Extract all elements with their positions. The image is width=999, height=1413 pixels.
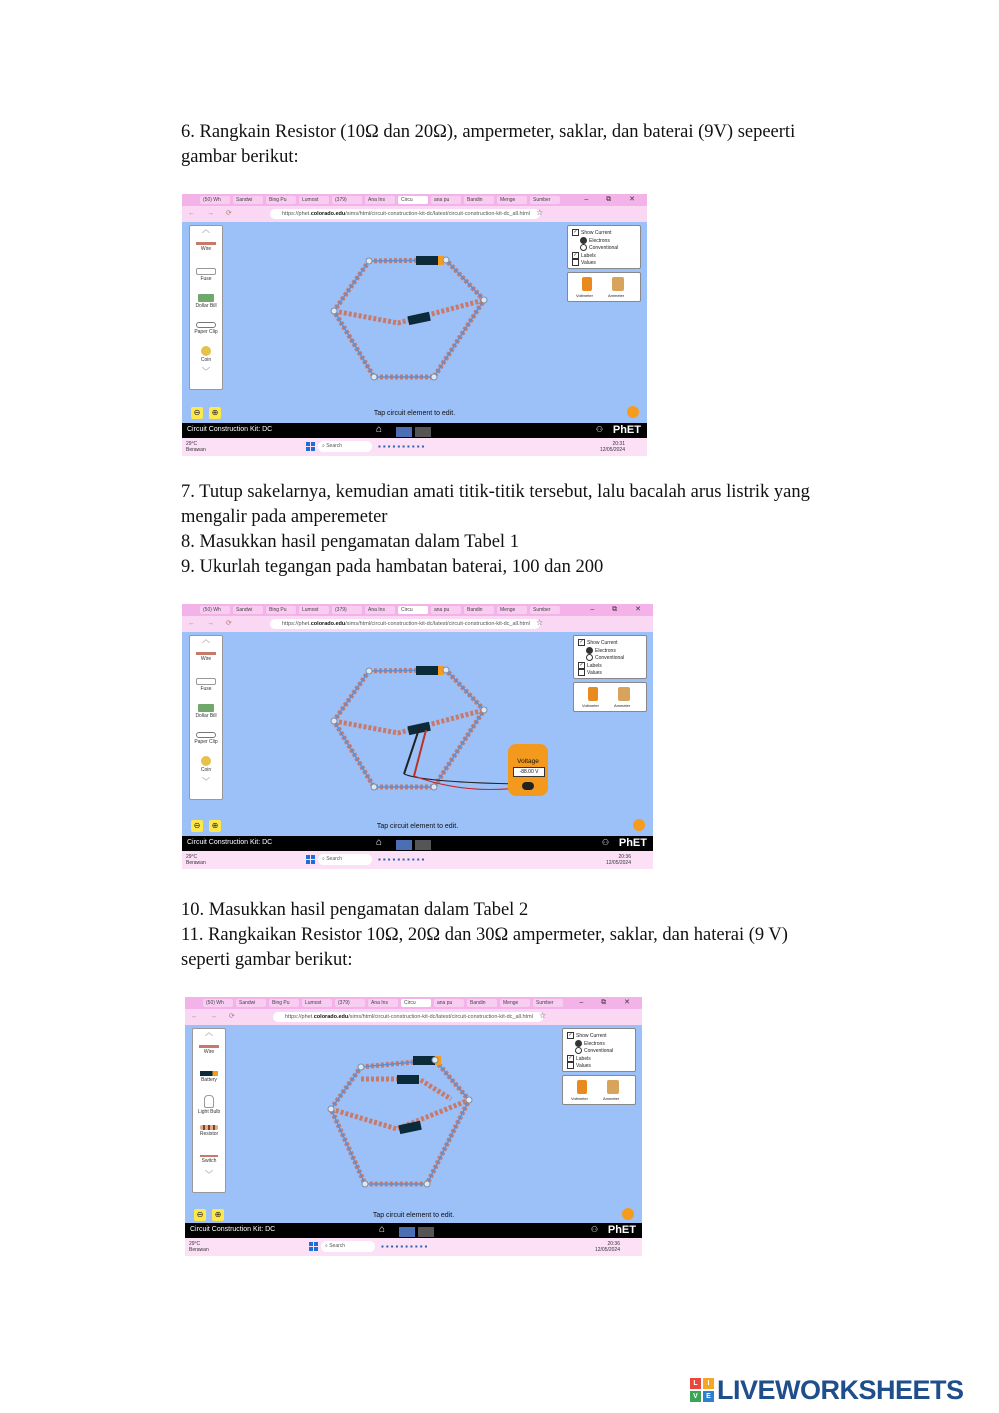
nav-arrows-icon[interactable]: ← → ⟳ (188, 620, 237, 627)
voltmeter-device[interactable] (508, 744, 548, 796)
url-prefix: https://phet. (285, 1014, 314, 1020)
voltmeter-label: Voltmeter (571, 1096, 588, 1101)
resistor-upper (397, 1075, 419, 1084)
browser-tab[interactable]: Lumost (299, 606, 329, 614)
phet-navbar (185, 1223, 642, 1238)
lab-screen-icon (415, 427, 431, 437)
home-icon[interactable]: ⌂ (376, 424, 383, 435)
phet-logo[interactable]: PhET (607, 1224, 636, 1236)
url-prefix: https://phet. (282, 621, 311, 627)
palette-label: Switch (201, 1158, 217, 1164)
palette-label: Dollar Bill (195, 303, 217, 309)
option-label: Show Current (581, 229, 612, 236)
wire-lower-branch (331, 1100, 469, 1129)
reset-icon[interactable] (622, 1208, 634, 1220)
option-label: Values (581, 259, 596, 266)
home-icon[interactable]: ⌂ (376, 837, 383, 848)
labels-checkbox[interactable]: ✓ Labels (573, 252, 596, 259)
palette-label: Wire (203, 1049, 215, 1055)
window-controls[interactable]: – ⧉ ✕ (590, 606, 649, 613)
chevron-up-icon[interactable]: ︿ (202, 225, 210, 234)
temperature: 29°C (186, 854, 198, 860)
option-label: Values (576, 1062, 591, 1069)
lab-screen-icon (418, 1227, 434, 1237)
browser-tab[interactable]: Bandin (467, 999, 497, 1007)
url-prefix: https://phet. (282, 211, 311, 217)
bookmark-star-icon[interactable]: ☆ (536, 208, 544, 217)
option-label: Conventional (584, 1047, 614, 1054)
ammeter-label: Ammeter (614, 703, 631, 708)
palette-label: Dollar Bill (195, 713, 217, 719)
window-controls[interactable]: – ⧉ ✕ (579, 999, 638, 1006)
phet-logo[interactable]: PhET (618, 837, 647, 849)
browser-tab-active[interactable]: Circu (401, 999, 431, 1007)
browser-tab[interactable]: Sandwi (233, 196, 263, 204)
chevron-down-icon[interactable]: ﹀ (205, 1170, 213, 1179)
windows-taskbar (182, 438, 647, 456)
voltmeter-label: Voltmeter (576, 293, 593, 298)
voltmeter-reading: -88.00 V (513, 767, 545, 777)
mark-letter: E (703, 1391, 714, 1402)
search-placeholder: Search (326, 856, 343, 862)
instruction-10-11 (181, 898, 881, 973)
instruction-7-9 (181, 480, 881, 580)
browser-tab[interactable]: Sumber (530, 196, 560, 204)
text-line: 7. Tutup sakelarnya, kemudian amati titik-titik tersebut, lalu bacalah arus listrik yang (181, 482, 810, 502)
option-label: Electrons (595, 647, 616, 654)
chevron-down-icon[interactable]: ﹀ (202, 777, 210, 786)
ammeter-label: Ammeter (603, 1096, 620, 1101)
option-label: Labels (581, 252, 596, 259)
url-path: /sims/html/circuit-construction-kit-dc/latest/circuit-construction-kit-dc_all.html (348, 1014, 533, 1020)
url-domain: colorado.edu (310, 621, 346, 627)
browser-tab[interactable]: Sumber (530, 606, 560, 614)
zoom-in-button[interactable]: ⊕ (212, 1209, 224, 1221)
liveworksheets-mark-icon (690, 1378, 714, 1402)
browser-tab[interactable]: (50) Wh (200, 606, 230, 614)
chevron-up-icon[interactable]: ︿ (202, 635, 210, 644)
browser-tab[interactable]: Bing Pu (266, 606, 296, 614)
sim-title: Circuit Construction Kit: DC (190, 1226, 276, 1233)
reset-icon[interactable] (633, 819, 645, 831)
tap-hint: Tap circuit element to edit. (372, 1212, 455, 1219)
labels-checkbox[interactable]: ✓ Labels (568, 1055, 591, 1062)
instruction-6 (181, 120, 881, 170)
zoom-in-button[interactable]: ⊕ (209, 820, 221, 832)
windows-start-icon[interactable] (309, 1242, 318, 1251)
browser-tab[interactable]: Sumber (533, 999, 563, 1007)
palette-label: Wire (200, 246, 212, 252)
text-line: mengalir pada amperemeter (181, 507, 388, 527)
screenshot-circuit-3 (185, 997, 642, 1256)
browser-tab[interactable]: Bing Pu (266, 196, 296, 204)
liveworksheets-logo[interactable] (690, 1373, 964, 1407)
palette-label: Resistor (199, 1131, 219, 1137)
mark-letter: V (690, 1391, 701, 1402)
browser-tab[interactable]: (50) Wh (203, 999, 233, 1007)
browser-tab[interactable]: ana pu (431, 196, 461, 204)
windows-start-icon[interactable] (306, 855, 315, 864)
browser-tab[interactable]: (379) (332, 606, 362, 614)
browser-tab[interactable]: Menge (497, 196, 527, 204)
weather-widget[interactable] (186, 441, 206, 453)
phet-logo[interactable]: PhET (612, 424, 641, 436)
option-label: Electrons (584, 1040, 605, 1047)
weather-widget[interactable] (189, 1241, 209, 1253)
url-domain: colorado.edu (313, 1014, 349, 1020)
sim-title: Circuit Construction Kit: DC (187, 839, 273, 846)
taskbar-app-icons[interactable]: ▪▪▪▪▪▪▪▪▪▪ (381, 1242, 430, 1251)
taskbar-clock: 20:31 12/05/2024 (599, 441, 625, 453)
option-label: Show Current (587, 639, 618, 646)
weather-text: Berawan (186, 447, 206, 453)
show-current-checkbox[interactable]: ✓ Show Current (579, 639, 618, 646)
sim-title: Circuit Construction Kit: DC (187, 426, 273, 433)
chevron-down-icon[interactable]: ﹀ (202, 367, 210, 376)
battery (416, 256, 438, 265)
user-icon[interactable]: ⚇ (601, 838, 609, 847)
text-line: 9. Ukurlah tegangan pada hambatan baterai, 100 dan 200 (181, 557, 604, 577)
browser-tab[interactable]: Bing Pu (269, 999, 299, 1007)
url-domain: colorado.edu (310, 211, 346, 217)
taskbar-search[interactable]: ⌕ Search (321, 1241, 375, 1252)
mark-letter: I (703, 1378, 714, 1389)
palette-label: Coin (200, 357, 212, 363)
zoom-out-button[interactable]: ⊖ (191, 820, 203, 832)
tap-hint: Tap circuit element to edit. (376, 823, 459, 830)
weather-widget[interactable] (186, 854, 206, 866)
temperature: 29°C (189, 1241, 201, 1247)
resistor (407, 312, 430, 325)
text-line: 10. Masukkan hasil pengamatan dalam Tabel 2 (181, 900, 529, 920)
browser-tab[interactable]: Ana Ins (368, 999, 398, 1007)
screenshot-circuit-1 (182, 194, 647, 456)
browser-tab-active[interactable]: Circu (398, 196, 428, 204)
text-line: 8. Masukkan hasil pengamatan dalam Tabel 1 (181, 532, 519, 552)
browser-tab[interactable]: ana pu (431, 606, 461, 614)
browser-tab-active[interactable]: Circu (398, 606, 428, 614)
weather-text: Berawan (189, 1247, 209, 1253)
taskbar-search[interactable]: ⌕ Search (318, 854, 372, 865)
palette-label: Paper Clip (194, 739, 218, 745)
search-placeholder: Search (326, 443, 343, 449)
palette-label: Coin (200, 767, 212, 773)
voltmeter-label: Voltage (517, 758, 539, 765)
browser-tab[interactable]: Ana Ins (365, 196, 395, 204)
browser-tab[interactable]: Menge (497, 606, 527, 614)
option-label: Conventional (589, 244, 619, 251)
screen-selector[interactable] (396, 837, 436, 850)
intro-screen-icon (396, 427, 412, 437)
intro-screen-icon (396, 840, 412, 850)
show-current-checkbox[interactable]: ✓ Show Current (568, 1032, 607, 1039)
reset-icon[interactable] (627, 406, 639, 418)
windows-start-icon[interactable] (306, 442, 315, 451)
text-line: 6. Rangkain Resistor (10Ω dan 20Ω), ampermeter, saklar, dan baterai (9V) sepeerti (181, 122, 796, 142)
voltmeter-dial-icon (522, 782, 534, 790)
taskbar-search[interactable]: ⌕ Search (318, 441, 372, 452)
screen-selector[interactable] (396, 424, 436, 437)
screen-selector[interactable] (399, 1224, 439, 1237)
bookmark-star-icon[interactable]: ☆ (536, 618, 544, 627)
windows-taskbar (185, 1238, 642, 1256)
labels-checkbox[interactable]: ✓ Labels (579, 662, 602, 669)
voltmeter-label: Voltmeter (582, 703, 599, 708)
browser-tab[interactable]: ana pu (434, 999, 464, 1007)
phet-navbar (182, 836, 653, 851)
palette-label: Fuse (200, 686, 212, 692)
browser-tab[interactable]: Bandin (464, 606, 494, 614)
zoom-in-button[interactable]: ⊕ (209, 407, 221, 419)
palette-label: Battery (201, 1077, 217, 1083)
browser-tab[interactable]: Menge (500, 999, 530, 1007)
screenshot-circuit-2 (182, 604, 653, 869)
ammeter-label: Ammeter (608, 293, 625, 298)
user-icon[interactable]: ⚇ (590, 1225, 598, 1234)
taskbar-clock: 20:36 12/05/2024 (594, 1241, 620, 1253)
user-icon[interactable]: ⚇ (595, 425, 603, 434)
show-current-checkbox[interactable]: ✓ Show Current (573, 229, 612, 236)
browser-tab[interactable]: Sandwi (233, 606, 263, 614)
taskbar-app-icons[interactable]: ▪▪▪▪▪▪▪▪▪▪ (378, 855, 427, 864)
browser-tab[interactable]: (50) Wh (200, 196, 230, 204)
liveworksheets-wordmark: LIVEWORKSHEETS (717, 1374, 964, 1405)
mark-letter: L (690, 1378, 701, 1389)
option-label: Conventional (595, 654, 625, 661)
option-label: Labels (587, 662, 602, 669)
browser-tab[interactable]: Sandwi (236, 999, 266, 1007)
browser-tab[interactable]: Bandin (464, 196, 494, 204)
option-label: Values (587, 669, 602, 676)
browser-tab[interactable]: Ana Ins (365, 606, 395, 614)
palette-label: Light Bulb (197, 1109, 221, 1115)
option-label: Show Current (576, 1032, 607, 1039)
taskbar-app-icons[interactable]: ▪▪▪▪▪▪▪▪▪▪ (378, 442, 427, 451)
url-path: /sims/html/circuit-construction-kit-dc/latest/circuit-construction-kit-dc_all.html (345, 211, 530, 217)
temperature: 29°C (186, 441, 198, 447)
intro-screen-icon (399, 1227, 415, 1237)
url-path: /sims/html/circuit-construction-kit-dc/latest/circuit-construction-kit-dc_all.html (345, 621, 530, 627)
browser-tab[interactable]: Lumost (299, 196, 329, 204)
phet-navbar (182, 423, 647, 438)
battery (416, 666, 438, 675)
resistor-lower (398, 1121, 421, 1134)
window-controls[interactable]: – ⧉ ✕ (584, 196, 643, 203)
weather-text: Berawan (186, 860, 206, 866)
zoom-out-button[interactable]: ⊖ (194, 1209, 206, 1221)
text-line: gambar berikut: (181, 147, 299, 167)
browser-tab[interactable]: Lumost (302, 999, 332, 1007)
palette-label: Fuse (200, 276, 212, 282)
text-line: seperti gambar berikut: (181, 950, 353, 970)
windows-taskbar (182, 851, 653, 869)
zoom-out-button[interactable]: ⊖ (191, 407, 203, 419)
voltmeter-probes (404, 726, 518, 790)
search-placeholder: Search (329, 1243, 346, 1249)
lab-screen-icon (415, 840, 431, 850)
option-label: Labels (576, 1055, 591, 1062)
home-icon[interactable]: ⌂ (379, 1224, 386, 1235)
text-line: 11. Rangkaikan Resistor 10Ω, 20Ω dan 30Ω ampermeter, saklar, dan haterai (9 V) (181, 925, 788, 945)
palette-label: Paper Clip (194, 329, 218, 335)
browser-tab[interactable]: (379) (335, 999, 365, 1007)
nav-arrows-icon[interactable]: ← → ⟳ (191, 1013, 240, 1020)
tap-hint: Tap circuit element to edit. (373, 410, 456, 417)
bookmark-star-icon[interactable]: ☆ (539, 1011, 547, 1020)
chevron-up-icon[interactable]: ︿ (205, 1028, 213, 1037)
taskbar-clock: 20:36 12/05/2024 (605, 854, 631, 866)
palette-label: Wire (200, 656, 212, 662)
option-label: Electrons (589, 237, 610, 244)
nav-arrows-icon[interactable]: ← → ⟳ (188, 210, 237, 217)
browser-tab[interactable]: (379) (332, 196, 362, 204)
